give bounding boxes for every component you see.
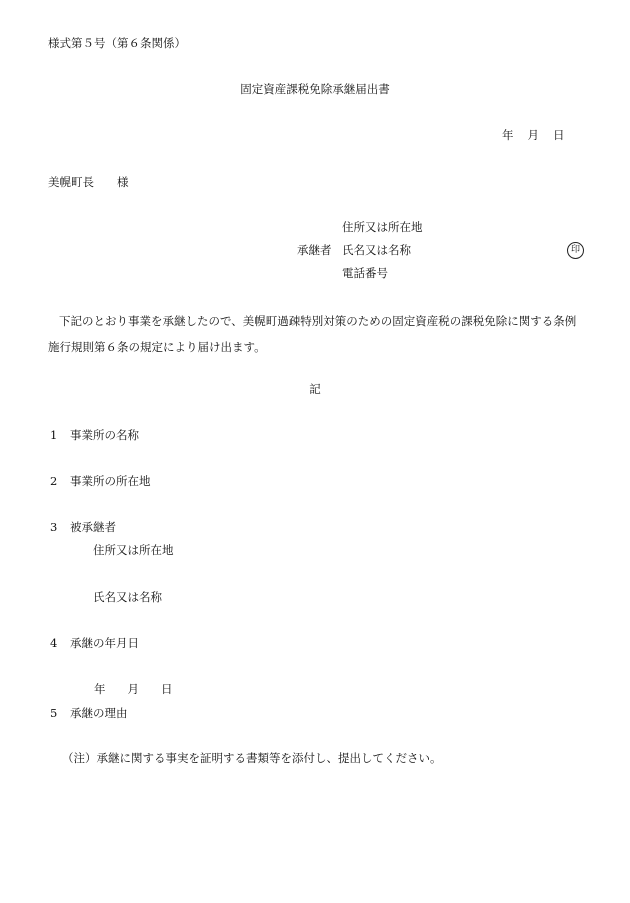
item-1-number: 1 xyxy=(50,428,58,442)
body-paragraph xyxy=(48,308,583,360)
item-3-name-label: 氏名又は名称 xyxy=(93,590,162,604)
note-text: （注）承継に関する事実を証明する書類等を添付し、提出してください。 xyxy=(62,751,442,765)
item-5-label: 承継の理由 xyxy=(70,706,128,720)
item-2-label: 事業所の所在地 xyxy=(70,474,151,488)
item-5-number: 5 xyxy=(50,706,58,720)
applicant-phone-label: 電話番号 xyxy=(342,266,388,280)
item-4-month: 月 xyxy=(127,682,139,696)
item-4-label: 承継の年月日 xyxy=(70,636,139,650)
item-1-label: 事業所の名称 xyxy=(70,428,139,442)
item-4-day: 日 xyxy=(161,682,173,696)
item-2-number: 2 xyxy=(50,474,58,488)
header-date-year: 年 xyxy=(502,128,514,142)
applicant-address-label: 住所又は所在地 xyxy=(342,220,423,234)
item-3-number: 3 xyxy=(50,520,58,534)
body-text: 下記のとおり事業を承継したので、美幌町過疎特別対策のための固定資産税の課税免除に関する条例施行規則第６条の規定により届け出ます。 xyxy=(48,314,577,354)
header-date xyxy=(502,130,565,142)
addressee: 美幌町長 様 xyxy=(48,175,129,189)
applicant-label: 承継者 xyxy=(297,243,332,257)
applicant-name-label: 氏名又は名称 xyxy=(342,243,411,257)
item-3-address-label: 住所又は所在地 xyxy=(93,543,174,557)
seal-mark: 印 xyxy=(567,242,584,259)
form-title: 固定資産課税免除承継届出書 xyxy=(240,82,390,96)
header-date-day: 日 xyxy=(553,128,565,142)
header-date-month: 月 xyxy=(527,128,539,142)
item-3-label: 被承継者 xyxy=(70,520,116,534)
item-4-year: 年 xyxy=(94,682,106,696)
form-number: 様式第５号（第６条関係） xyxy=(48,36,186,50)
item-4-number: 4 xyxy=(50,636,58,650)
ki-heading: 記 xyxy=(309,382,321,396)
item-4-date xyxy=(94,684,173,696)
